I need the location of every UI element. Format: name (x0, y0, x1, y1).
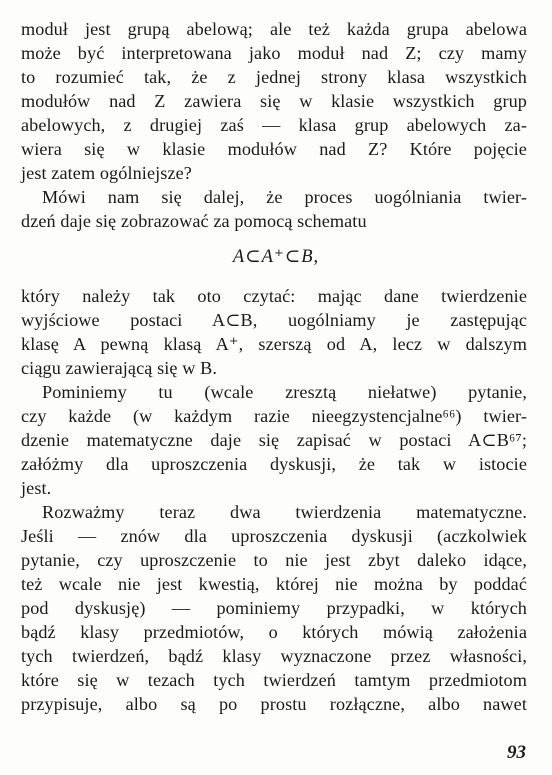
text-line-19: jest. (21, 478, 52, 498)
text-line-6: wiera się w klasie modułów nad Z? Które pojęcie (21, 139, 527, 159)
text-line-1: moduł jest grupą abelową; ale też każda grupa abelowa (21, 19, 527, 39)
formula-display: A⊂A⁺⊂B, (232, 247, 320, 267)
text-line-9: dzeń daje się zobrazować za pomocą schematu (21, 211, 367, 231)
text-line-16: czy każde (w każdym razie nieegzystencjalne⁶⁶) twier- (21, 406, 527, 426)
text-line-28: przypisuje, albo są po prostu rozłączne, albo nawet (21, 694, 527, 714)
text-line-4: modułów nad Z zawiera się w klasie wszystkich grup (21, 91, 527, 111)
text-line-23: też wcale nie jest kwestią, której nie można by poddać (21, 574, 527, 594)
text-line-21: Jeśli — znów dla uproszczenia dyskusji (aczkolwiek (21, 526, 527, 546)
text-line-13: klasę A pewną klasą A⁺, szerszą od A, lecz w dalszym (21, 334, 527, 354)
text-line-20: Rozważmy teraz dwa twierdzenia matematyczne. (42, 502, 527, 522)
text-line-5: abelowych, z drugiej zaś — klasa grup abelowych za- (21, 115, 527, 135)
text-line-24: pod dyskusję) — pominiemy przypadki, w których (21, 598, 527, 618)
text-line-11: który należy tak oto czytać: mając dane twierdzenie (21, 286, 527, 306)
text-line-8: Mówi nam się dalej, że proces uogólniania twier- (42, 187, 527, 207)
text-line-12: wyjściowe postaci A⊂B, uogólniamy je zastępując (21, 310, 527, 330)
text-line-2: może być interpretowana jako moduł nad Z; czy mamy (21, 43, 527, 63)
page-number: 93 (507, 742, 526, 763)
text-line-27: które się w tezach tych twierdzeń tamtym przedmiotom (21, 670, 527, 690)
text-line-25: bądź klasy przedmiotów, o których mówią założenia (21, 622, 527, 642)
text-line-17: dzenie matematyczne daje się zapisać w postaci A⊂B⁶⁷; (21, 430, 527, 450)
text-line-22: pytanie, czy uproszczenie to nie jest zbyt daleko idące, (21, 550, 527, 570)
text-line-15: Pominiemy tu (wcale zresztą niełatwe) pytanie, (42, 382, 527, 402)
text-line-26: tych twierdzeń, bądź klasy wyznaczone przez własności, (21, 646, 527, 666)
text-line-7: jest zatem ogólniejsze? (21, 163, 192, 183)
text-line-3: to rozumieć tak, że z jednej strony klasa wszystkich (21, 67, 527, 87)
text-line-14: ciągu zawierającą się w B. (21, 358, 217, 378)
text-line-18: załóżmy dla uproszczenia dyskusji, że tak w istocie (21, 454, 527, 474)
